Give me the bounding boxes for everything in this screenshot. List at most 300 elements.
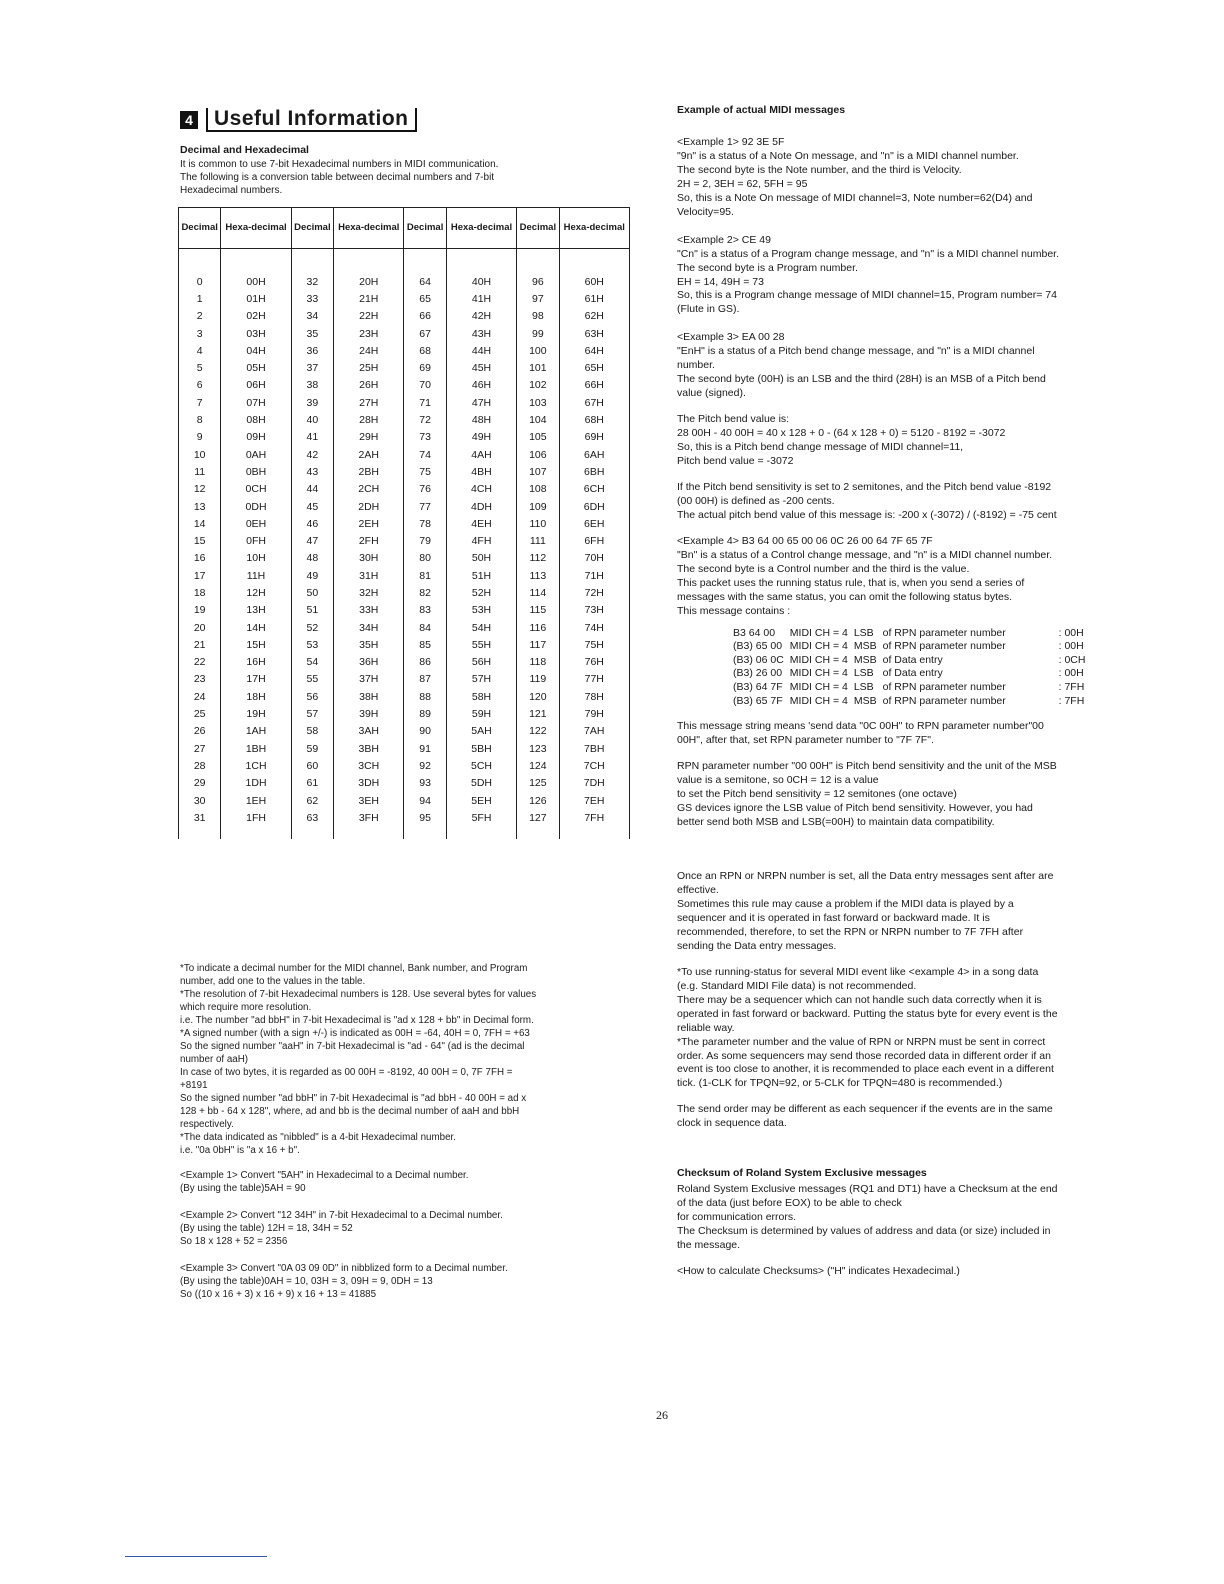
table-row xyxy=(179,342,630,359)
table-cell: 4CH xyxy=(446,481,516,498)
table-cell: 101 xyxy=(517,359,559,376)
table-cell: 0EH xyxy=(221,515,291,532)
table-cell: 116 xyxy=(517,619,559,636)
table-cell: 26 xyxy=(179,723,221,740)
table-row xyxy=(179,532,630,549)
rpn-cell: : 7FH xyxy=(1058,694,1085,707)
table-cell: 36 xyxy=(291,342,333,359)
table-cell: 5CH xyxy=(446,757,516,774)
table-cell: 29H xyxy=(334,429,404,446)
table-cell: 48 xyxy=(291,550,333,567)
table-cell: 00H xyxy=(221,273,291,290)
table-cell: 04H xyxy=(221,342,291,359)
table-cell: 57 xyxy=(291,705,333,722)
table-cell: 45H xyxy=(446,359,516,376)
table-row xyxy=(179,273,630,290)
note-line: *The data indicated as "nibbled" is a 4-bit Hexadecimal number. xyxy=(180,1132,456,1144)
col-header: Decimal xyxy=(291,208,333,249)
table-cell: 32H xyxy=(334,584,404,601)
table-cell: 42 xyxy=(291,446,333,463)
table-cell: 3DH xyxy=(334,775,404,792)
table-cell: 26H xyxy=(334,377,404,394)
table-cell: 85 xyxy=(404,636,446,653)
table-cell: 43 xyxy=(291,463,333,480)
col-header: Decimal xyxy=(517,208,559,249)
table-cell: 33H xyxy=(334,602,404,619)
table-cell: 2FH xyxy=(334,532,404,549)
text-line: So, this is a Pitch bend change message of MIDI channel=11, xyxy=(677,441,964,454)
table-row xyxy=(179,654,630,671)
table-cell: 77H xyxy=(559,671,629,688)
table-cell: 5 xyxy=(179,359,221,376)
text-line: The Pitch bend value is: xyxy=(677,413,790,426)
text-line: This message string means 'send data "0C 00H" to RPN parameter number"00 xyxy=(677,720,1044,733)
table-cell: 37H xyxy=(334,671,404,688)
table-cell: 5DH xyxy=(446,775,516,792)
table-cell: 82 xyxy=(404,584,446,601)
note-line: So the signed number "ad bbH" in 7-bit Hexadecimal is "ad bbH - 40 00H = ad x xyxy=(180,1093,527,1105)
table-row xyxy=(179,325,630,342)
example-line: <Example 3> Convert "0A 03 09 0D" in nibblized form to a Decimal number. xyxy=(180,1263,508,1275)
table-cell: 4FH xyxy=(446,532,516,549)
table-cell: 52H xyxy=(446,584,516,601)
table-cell: 7BH xyxy=(559,740,629,757)
table-row xyxy=(179,584,630,601)
rpn-cell: : 0CH xyxy=(1058,653,1086,666)
rpn-cell: : 00H xyxy=(1058,667,1084,680)
rpn-cell: (B3) 26 00 xyxy=(733,667,783,680)
table-cell: 5EH xyxy=(446,792,516,809)
table-row xyxy=(179,290,630,307)
rpn-cell: of RPN parameter number xyxy=(882,640,1006,653)
rpn-row xyxy=(733,627,1091,641)
table-cell: 21 xyxy=(179,636,221,653)
rpn-cell: MIDI CH = 4 xyxy=(789,681,848,694)
right-column xyxy=(677,104,1147,1279)
checksum-text xyxy=(677,1183,1147,1253)
pitch-bend-sensitivity xyxy=(677,481,1147,523)
table-cell: 17H xyxy=(221,671,291,688)
table-cell: 61H xyxy=(559,290,629,307)
table-cell: 6DH xyxy=(559,498,629,515)
table-cell: 16 xyxy=(179,550,221,567)
conversion-example xyxy=(180,1169,640,1195)
rpn-row xyxy=(733,681,1091,695)
text-line: "Cn" is a status of a Program change message, and "n" is a MIDI channel number. xyxy=(677,247,1060,260)
example-2 xyxy=(677,234,1147,318)
text-line: for communication errors. xyxy=(677,1211,797,1224)
example-3 xyxy=(677,331,1147,401)
table-cell: 124 xyxy=(517,757,559,774)
table-cell: 0 xyxy=(179,273,221,290)
table-cell: 48H xyxy=(446,411,516,428)
rpn-cell: : 7FH xyxy=(1058,681,1085,694)
table-cell: 53H xyxy=(446,602,516,619)
table-row xyxy=(179,377,630,394)
table-cell: 47 xyxy=(291,532,333,549)
rpn-row xyxy=(733,654,1091,668)
table-cell: 52 xyxy=(291,619,333,636)
text-line: The send order may be different as each sequencer if the events are in the same xyxy=(677,1103,1053,1116)
table-cell: 70H xyxy=(559,550,629,567)
table-cell: 44H xyxy=(446,342,516,359)
table-cell: 09H xyxy=(221,429,291,446)
table-cell: 05H xyxy=(221,359,291,376)
table-cell: 6BH xyxy=(559,463,629,480)
table-cell: 78H xyxy=(559,688,629,705)
table-cell: 56 xyxy=(291,688,333,705)
table-cell: 13H xyxy=(221,602,291,619)
table-cell: 65 xyxy=(404,290,446,307)
col-header: Hexa-decimal xyxy=(221,208,291,249)
table-tail xyxy=(179,827,630,839)
table-row xyxy=(179,688,630,705)
text-line: messages with the same status, you can omit the following status bytes. xyxy=(677,590,1012,603)
text-line: The Checksum is determined by values of address and data (or size) included in xyxy=(677,1225,1051,1238)
text-line: The second byte is the Note number, and the third is Velocity. xyxy=(677,163,962,176)
rpn-cell: (B3) 65 00 xyxy=(733,640,783,653)
text-line: operated in fast forward or backward. Putting the status byte for every event is the xyxy=(677,1007,1058,1020)
table-cell: 118 xyxy=(517,654,559,671)
text-line: <Example 2> CE 49 xyxy=(677,233,771,246)
text-line: sequencer and it is operated in fast forward or backward made. It is xyxy=(677,911,990,924)
table-row xyxy=(179,740,630,757)
note-line: i.e. The number "ad bbH" in 7-bit Hexadecimal is "ad x 128 + bb" in Decimal form. xyxy=(180,1015,534,1027)
table-cell: 127 xyxy=(517,809,559,826)
table-cell: 98 xyxy=(517,308,559,325)
rpn-cell: MSB xyxy=(853,653,877,666)
rpn-cell: (B3) 64 7F xyxy=(733,681,783,694)
table-cell: 41 xyxy=(291,429,333,446)
midi-examples-heading: Example of actual MIDI messages xyxy=(677,104,846,116)
table-cell: 10H xyxy=(221,550,291,567)
table-cell: 28H xyxy=(334,411,404,428)
table-cell: 110 xyxy=(517,515,559,532)
rpn-row xyxy=(733,640,1091,654)
text-line: value (signed). xyxy=(677,387,746,400)
table-row xyxy=(179,411,630,428)
text-line: 28 00H - 40 00H = 40 x 128 + 0 - (64 x 128 + 0) = 5120 - 8192 = -3072 xyxy=(677,427,1006,440)
table-cell: 34 xyxy=(291,308,333,325)
table-cell: 0BH xyxy=(221,463,291,480)
table-cell: 55 xyxy=(291,671,333,688)
table-cell: 55H xyxy=(446,636,516,653)
text-line: recommended, therefore, to set the RPN or NRPN number to 7F 7FH after xyxy=(677,925,1024,938)
table-row xyxy=(179,394,630,411)
rpn-cell: MSB xyxy=(853,640,877,653)
text-line: GS devices ignore the LSB value of Pitch bend sensitivity. However, you had xyxy=(677,802,1033,815)
table-cell: 54H xyxy=(446,619,516,636)
table-cell: 86 xyxy=(404,654,446,671)
table-cell: 40H xyxy=(446,273,516,290)
table-row xyxy=(179,792,630,809)
example-line: <Example 1> Convert "5AH" in Hexadecimal to a Decimal number. xyxy=(180,1170,469,1182)
table-cell: 65H xyxy=(559,359,629,376)
table-cell: 93 xyxy=(404,775,446,792)
table-cell: 27 xyxy=(179,740,221,757)
bottom-rule xyxy=(125,1556,267,1557)
table-cell: 6CH xyxy=(559,481,629,498)
table-cell: 58H xyxy=(446,688,516,705)
text-line: (Flute in GS). xyxy=(677,303,740,316)
table-cell: 69 xyxy=(404,359,446,376)
table-cell: 01H xyxy=(221,290,291,307)
example-line: So ((10 x 16 + 3) x 16 + 9) x 16 + 13 = 41885 xyxy=(180,1289,377,1301)
table-cell: 62 xyxy=(291,792,333,809)
table-cell: 0FH xyxy=(221,532,291,549)
table-cell: 114 xyxy=(517,584,559,601)
table-cell: 72H xyxy=(559,584,629,601)
table-cell: 33 xyxy=(291,290,333,307)
table-cell: 71H xyxy=(559,567,629,584)
table-cell: 61 xyxy=(291,775,333,792)
rpn-cell: MIDI CH = 4 xyxy=(789,694,848,707)
decimal-hex-heading: Decimal and Hexadecimal xyxy=(180,144,309,156)
table-cell: 89 xyxy=(404,705,446,722)
table-cell: 3CH xyxy=(334,757,404,774)
table-cell: 94 xyxy=(404,792,446,809)
table-cell: 36H xyxy=(334,654,404,671)
table-cell: 7EH xyxy=(559,792,629,809)
table-cell: 12 xyxy=(179,481,221,498)
table-cell: 4BH xyxy=(446,463,516,480)
table-row xyxy=(179,481,630,498)
table-cell: 22 xyxy=(179,654,221,671)
table-spacer xyxy=(179,249,630,274)
section-number: 4 xyxy=(180,111,198,129)
table-cell: 12H xyxy=(221,584,291,601)
table-cell: 50H xyxy=(446,550,516,567)
table-cell: 88 xyxy=(404,688,446,705)
rpn-cell: MIDI CH = 4 xyxy=(789,626,848,639)
text-line: tick. (1-CLK for TPQN=92, or 5-CLK for TPQN=480 is recommended.) xyxy=(677,1077,1003,1090)
table-row xyxy=(179,809,630,826)
left-notes xyxy=(180,962,640,1315)
conversion-example xyxy=(180,1262,640,1301)
table-cell: 75 xyxy=(404,463,446,480)
text-line: sending the Data entry messages. xyxy=(677,939,837,952)
text-line: "EnH" is a status of a Pitch bend change message, and "n" is a MIDI channel xyxy=(677,345,1035,358)
table-cell: 19 xyxy=(179,602,221,619)
table-cell: 59 xyxy=(291,740,333,757)
text-line: 2H = 2, 3EH = 62, 5FH = 95 xyxy=(677,177,808,190)
example-line: So 18 x 128 + 52 = 2356 xyxy=(180,1236,288,1248)
send-order-note xyxy=(677,1103,1147,1131)
table-cell: 16H xyxy=(221,654,291,671)
table-cell: 03H xyxy=(221,325,291,342)
text-line: This message contains : xyxy=(677,604,791,617)
text-line: Once an RPN or NRPN number is set, all the Data entry messages sent after are xyxy=(677,870,1054,883)
table-cell: 112 xyxy=(517,550,559,567)
table-row xyxy=(179,429,630,446)
table-cell: 0AH xyxy=(221,446,291,463)
example-line: (By using the table) 12H = 18, 34H = 52 xyxy=(180,1223,353,1235)
table-cell: 84 xyxy=(404,619,446,636)
table-cell: 46H xyxy=(446,377,516,394)
text-line: (e.g. Standard MIDI File data) is not recommended. xyxy=(677,979,917,992)
table-cell: 70 xyxy=(404,377,446,394)
table-row xyxy=(179,515,630,532)
table-cell: 8 xyxy=(179,411,221,428)
table-row xyxy=(179,446,630,463)
table-cell: 117 xyxy=(517,636,559,653)
table-cell: 1 xyxy=(179,290,221,307)
text-line: to set the Pitch bend sensitivity = 12 semitones (one octave) xyxy=(677,788,957,801)
message-string-meaning xyxy=(677,720,1147,748)
table-cell: 95 xyxy=(404,809,446,826)
conversion-table-body xyxy=(179,249,630,839)
rpn-cell: MIDI CH = 4 xyxy=(789,653,848,666)
note-line: So the signed number "aaH" in 7-bit Hexadecimal is "ad - 64" (ad is the decimal xyxy=(180,1041,525,1053)
table-cell: 2BH xyxy=(334,463,404,480)
table-cell: 24 xyxy=(179,688,221,705)
table-cell: 30H xyxy=(334,550,404,567)
table-cell: 3BH xyxy=(334,740,404,757)
text-line: Roland System Exclusive messages (RQ1 and DT1) have a Checksum at the end xyxy=(677,1183,1058,1196)
table-cell: 11 xyxy=(179,463,221,480)
notes-lines xyxy=(180,962,640,1157)
table-cell: 3AH xyxy=(334,723,404,740)
example-line: (By using the table)5AH = 90 xyxy=(180,1183,306,1195)
table-cell: 23H xyxy=(334,325,404,342)
section-title: Useful Information xyxy=(206,108,417,132)
note-line: number of aaH) xyxy=(180,1054,249,1066)
table-cell: 18 xyxy=(179,584,221,601)
table-row xyxy=(179,636,630,653)
text-line: Pitch bend value = -3072 xyxy=(677,455,794,468)
table-cell: 60H xyxy=(559,273,629,290)
table-cell: 34H xyxy=(334,619,404,636)
table-cell: 79H xyxy=(559,705,629,722)
table-cell: 75H xyxy=(559,636,629,653)
table-cell: 67 xyxy=(404,325,446,342)
rpn-row xyxy=(733,667,1091,681)
table-cell: 31 xyxy=(179,809,221,826)
table-cell: 79 xyxy=(404,532,446,549)
note-line: i.e. "0a 0bH" is "a x 16 + b". xyxy=(180,1145,300,1157)
rpn-cell: of RPN parameter number xyxy=(882,626,1006,639)
table-cell: 44 xyxy=(291,481,333,498)
table-row xyxy=(179,757,630,774)
text-line: 00H", after that, set RPN parameter number to "7F 7F". xyxy=(677,734,934,747)
text-line: the message. xyxy=(677,1239,741,1252)
text-line: The actual pitch bend value of this message is: -200 x (-3072) / (-8192) = -75 cent xyxy=(677,508,1057,521)
table-cell: 25 xyxy=(179,705,221,722)
table-cell: 68H xyxy=(559,411,629,428)
text-line: This packet uses the running status rule, that is, when you send a series of xyxy=(677,576,1025,589)
rpn-cell: LSB xyxy=(853,626,874,639)
col-header: Hexa-decimal xyxy=(559,208,629,249)
table-cell: 10 xyxy=(179,446,221,463)
rpn-cell: (B3) 06 0C xyxy=(733,653,784,666)
table-cell: 111 xyxy=(517,532,559,549)
table-cell: 30 xyxy=(179,792,221,809)
example-4 xyxy=(677,535,1147,619)
table-cell: 73 xyxy=(404,429,446,446)
table-cell: 08H xyxy=(221,411,291,428)
table-cell: 63 xyxy=(291,809,333,826)
table-cell: 15H xyxy=(221,636,291,653)
table-cell: 7DH xyxy=(559,775,629,792)
text-line: value is a semitone, so 0CH = 12 is a value xyxy=(677,774,879,787)
text-line: *To use running-status for several MIDI event like <example 4> in a song data xyxy=(677,965,1039,978)
text-line: effective. xyxy=(677,884,719,897)
table-cell: 1BH xyxy=(221,740,291,757)
rpn-cell: B3 64 00 xyxy=(733,626,776,639)
table-cell: 6 xyxy=(179,377,221,394)
rpn-row xyxy=(733,695,1091,709)
table-cell: 5AH xyxy=(446,723,516,740)
intro-text xyxy=(180,158,640,197)
text-line: "Bn" is a status of a Control change message, and "n" is a MIDI channel number. xyxy=(677,548,1053,561)
rpn-cell: of Data entry xyxy=(882,667,943,680)
table-cell: 07H xyxy=(221,394,291,411)
col-header: Hexa-decimal xyxy=(334,208,404,249)
table-cell: 1DH xyxy=(221,775,291,792)
table-cell: 14 xyxy=(179,515,221,532)
table-row xyxy=(179,619,630,636)
table-cell: 77 xyxy=(404,498,446,515)
text-line: The second byte (00H) is an LSB and the third (28H) is an MSB of a Pitch bend xyxy=(677,373,1046,386)
table-cell: 78 xyxy=(404,515,446,532)
table-cell: 97 xyxy=(517,290,559,307)
table-cell: 1CH xyxy=(221,757,291,774)
text-line: There may be a sequencer which can not handle such data correctly when it is xyxy=(677,993,1042,1006)
conversion-table xyxy=(178,207,630,839)
checksum-heading: Checksum of Roland System Exclusive messages xyxy=(677,1167,927,1180)
col-header: Decimal xyxy=(404,208,446,249)
note-line: 128 + bb - 64 x 128", where, ad and bb is the decimal number of aaH and bbH xyxy=(180,1106,520,1118)
table-cell: 123 xyxy=(517,740,559,757)
checksum-howto: <How to calculate Checksums> ("H" indicates Hexadecimal.) xyxy=(677,1264,960,1277)
table-cell: 81 xyxy=(404,567,446,584)
table-cell: 02H xyxy=(221,308,291,325)
table-cell: 7AH xyxy=(559,723,629,740)
table-cell: 67H xyxy=(559,394,629,411)
rpn-cell: LSB xyxy=(853,667,874,680)
table-cell: 56H xyxy=(446,654,516,671)
rpn-cell: MSB xyxy=(853,694,877,707)
table-cell: 109 xyxy=(517,498,559,515)
table-cell: 43H xyxy=(446,325,516,342)
note-line: which require more resolution. xyxy=(180,1002,312,1014)
table-row xyxy=(179,723,630,740)
table-cell: 0CH xyxy=(221,481,291,498)
table-cell: 13 xyxy=(179,498,221,515)
table-cell: 5BH xyxy=(446,740,516,757)
table-cell: 113 xyxy=(517,567,559,584)
text-line: order. As some sequencers may send those recorded data in different order if an xyxy=(677,1049,1051,1062)
table-cell: 6FH xyxy=(559,532,629,549)
rpn-nrpn-note xyxy=(677,870,1147,954)
table-cell: 106 xyxy=(517,446,559,463)
text-line: Velocity=95. xyxy=(677,205,734,218)
table-cell: 25H xyxy=(334,359,404,376)
table-cell: 90 xyxy=(404,723,446,740)
table-cell: 51H xyxy=(446,567,516,584)
table-row xyxy=(179,775,630,792)
table-cell: 06H xyxy=(221,377,291,394)
conversion-examples xyxy=(180,1169,640,1301)
table-cell: 51 xyxy=(291,602,333,619)
rpn-cell: : 00H xyxy=(1058,640,1084,653)
table-cell: 0DH xyxy=(221,498,291,515)
text-line: If the Pitch bend sensitivity is set to 2 semitones, and the Pitch bend value -8192 xyxy=(677,480,1052,493)
table-cell: 1AH xyxy=(221,723,291,740)
table-cell: 96 xyxy=(517,273,559,290)
table-cell: 76H xyxy=(559,654,629,671)
note-line: *A signed number (with a sign +/-) is indicated as 00H = -64, 40H = 0, 7FH = +63 xyxy=(180,1028,530,1040)
